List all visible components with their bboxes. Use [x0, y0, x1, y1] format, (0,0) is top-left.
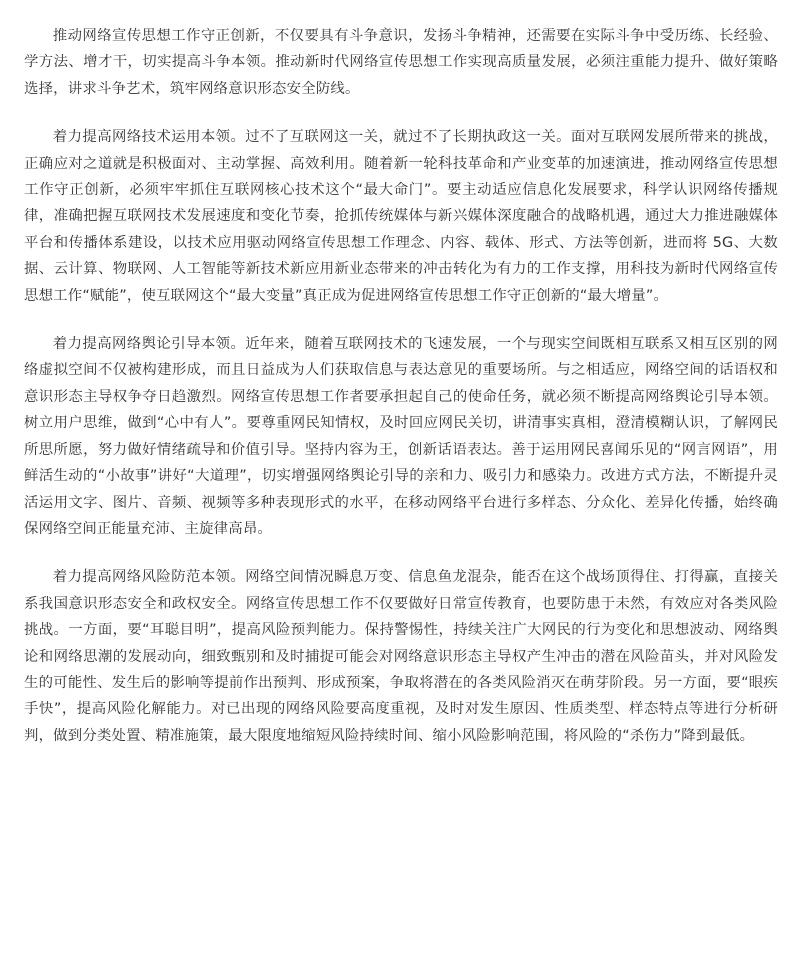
article-body [24, 23, 778, 749]
paragraph-tech-skill: 着力提高网络技术运用本领。过不了互联网这一关，就过不了长期执政这一关。面对互联网发展所带来的挑战，正确应对之道就是积极面对、主动掌握、高效利用。随着新一轮科技革命和产业变革的加速演进，推动网络宣传思想工作守正创新，必须牢牢抓住互联网核心技术这个“最大命门”。要主动适应信息化发展要求，科学认识网络传播规律，准确把握互联网技术发展速度和变化节奏，抢抓传统媒体与新兴媒体深度融合的战略机遇，通过大力推进融媒体平台和传播体系建设，以技术应用驱动网络宣传思想工作理念、内容、载体、形式、方法等创新，进而将 5G、大数据、云计算、物联网、人工智能等新技术新应用新业态带来的冲击转化为有力的工作支撑，用科技为新时代网络宣传思想工作“赋能”，使互联网这个“最大变量”真正成为促进网络宣传思想工作守正创新的“最大增量”。 [24, 129, 778, 304]
paragraph-intro: 推动网络宣传思想工作守正创新，不仅要具有斗争意识，发扬斗争精神，还需要在实际斗争中受历练、长经验、学方法、增才干，切实提高斗争本领。推动新时代网络宣传思想工作实现高质量发展，必须注重能力提升、做好策略选择，讲求斗争艺术，筑牢网络意识形态安全防线。 [24, 28, 778, 97]
paragraph-opinion-guidance: 着力提高网络舆论引导本领。近年来，随着互联网技术的飞速发展，一个与现实空间既相互联系又相互区别的网络虚拟空间不仅被构建形成，而且日益成为人们获取信息与表达意见的重要场所。与之相适应，网络空间的话语权和意识形态主导权争夺日趋激烈。网络宣传思想工作者要承担起自己的使命任务，就必须不断提高网络舆论引导本领。树立用户思维，做到“心中有人”。要尊重网民知情权，及时回应网民关切，讲清事实真相，澄清模糊认识，了解网民所思所愿，努力做好情绪疏导和价值引导。坚持内容为王，创新话语表达。善于运用网民喜闻乐见的“网言网语”，用鲜活生动的“小故事”讲好“大道理”，切实增强网络舆论引导的亲和力、吸引力和感染力。改进方式方法，不断提升灵活运用文字、图片、音频、视频等多种表现形式的水平，在移动网络平台进行多样态、分众化、差异化传播，始终确保网络空间正能量充沛、主旋律高昂。 [24, 336, 778, 537]
paragraph-risk-prevention: 着力提高网络风险防范本领。网络空间情况瞬息万变、信息鱼龙混杂，能否在这个战场顶得住、打得赢，直接关系我国意识形态安全和政权安全。网络宣传思想工作不仅要做好日常宣传教育，也要防患于未然，有效应对各类风险挑战。一方面，要“耳聪目明”，提高风险预判能力。保持警惕性，持续关注广大网民的行为变化和思想波动、网络舆论和网络思潮的发展动向，细致甄别和及时捕捉可能会对网络意识形态主导权产生冲击的潜在风险苗头，并对风险发生的可能性、发生后的影响等提前作出预判、形成预案，争取将潜在的各类风险消灭在萌芽阶段。另一方面，要“眼疾手快”，提高风险化解能力。对已出现的网络风险要高度重视，及时对发生原因、性质类型、样态特点等进行分析研判，做到分类处置、精准施策，最大限度地缩短风险持续时间、缩小风险影响范围，将风险的“杀伤力”降到最低。 [24, 569, 778, 744]
